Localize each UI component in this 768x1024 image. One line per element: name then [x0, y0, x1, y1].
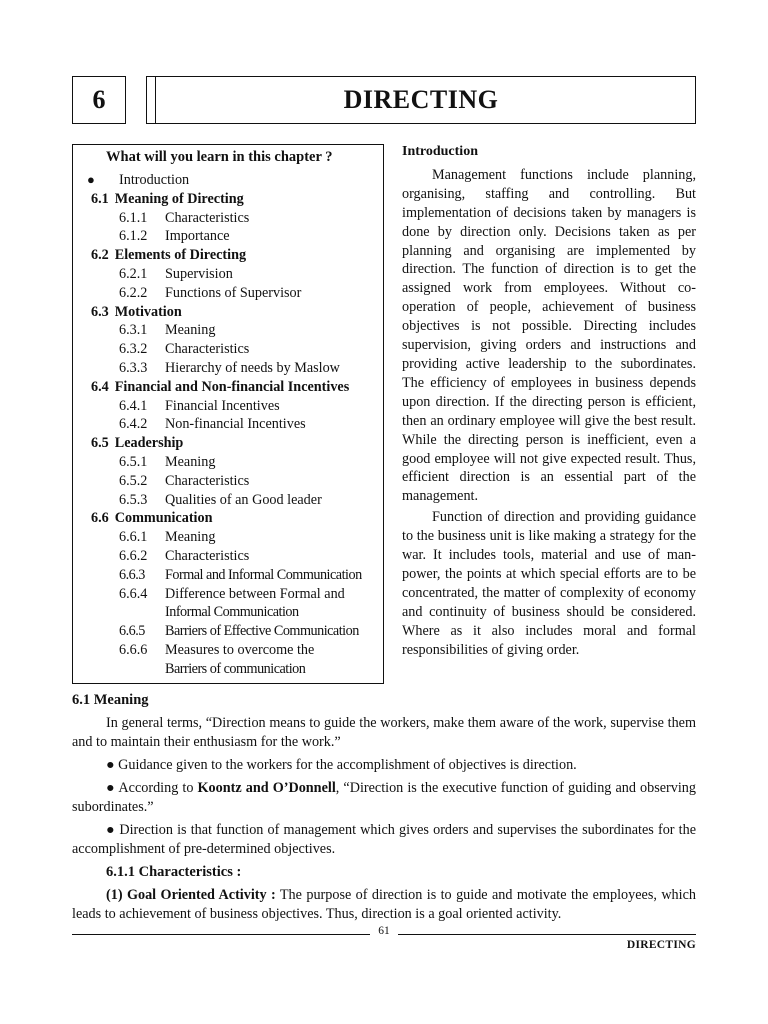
meaning-bullet-2: ● According to Koontz and O’Donnell, “Direction is the executive function of guiding and observing subordinates.”: [72, 780, 696, 815]
meaning-section: [72, 691, 696, 928]
contents-item: [119, 472, 249, 490]
contents-item-number: 6.3.2: [119, 341, 148, 358]
introduction-paragraph-2: Function of direction and providing guidance to the business unit is like making a strategy for the war. It includes tools, material and use of man-power, the points at which special efforts are to be concentrated, the matter of complexity of economy and continuity of business should be considered. Where as it also includes moral and formal responsibilities of giving order.: [402, 509, 696, 658]
chapter-contents-box: [72, 144, 384, 684]
contents-item-number: 6.4.1: [119, 397, 148, 414]
introduction-section: [402, 143, 696, 659]
introduction-paragraph-1: Management functions include planning, organising, staffing and controlling. But implementation of decisions taken by managers is done by direction only. Decisions taken as per planning and organising are implemented by direction. The function of direction is to get the assigned work from employees. Without co-operation of people, achievement of business objectives is not possible. Directing includes supervision, giving orders and instructions and providing active leadership to the subordinates. The efficiency of employees in business depends upon direction. If the directing person is efficient, then an ordinary employee will give the best result. While the directing person is inefficient, even a good employee will not give expected result. Thus, efficient direction is an essential part of the management.: [402, 166, 696, 505]
contents-item: [119, 491, 322, 509]
contents-item: [119, 227, 230, 245]
meaning-bullet-2-pre: According to: [118, 780, 198, 796]
meaning-heading: 6.1 Meaning: [72, 692, 149, 708]
contents-item: [119, 397, 280, 415]
contents-item-label: Communication: [114, 510, 213, 527]
meaning-bullet-1: ● Guidance given to the workers for the accomplishment of objectives is direction.: [106, 757, 577, 773]
contents-item: [119, 566, 362, 584]
goal-oriented-label: (1) Goal Oriented Activity :: [106, 887, 276, 903]
contents-item: [119, 265, 233, 283]
contents-item: [165, 603, 299, 621]
meaning-paragraph: In general terms, “Direction means to guide the workers, make them aware of the work, supervise them and to maintain their enthusiasm for the work.”: [72, 715, 696, 750]
contents-item-number: 6.3.3: [119, 360, 148, 376]
contents-item: [119, 284, 301, 302]
contents-item-number: 6.6.1: [119, 529, 148, 546]
contents-item-number: 6.6: [91, 510, 109, 527]
contents-item-label: Importance: [165, 228, 230, 245]
contents-item-number: 6.3: [91, 303, 109, 320]
characteristics-heading: 6.1.1 Characteristics :: [106, 864, 242, 880]
meaning-bullet-2-authors: Koontz and O’Donnell: [197, 780, 336, 796]
contents-item-number: 6.6.5: [119, 623, 145, 640]
contents-item-number: 6.6.3: [119, 566, 145, 583]
contents-item: [119, 528, 215, 546]
contents-item-number: 6.1: [91, 190, 109, 207]
contents-item: [119, 585, 345, 603]
contents-item-label: Financial Incentives: [165, 397, 280, 414]
contents-item-number: 6.5.3: [119, 491, 148, 508]
contents-item-label: Meaning: [165, 454, 216, 470]
meaning-bullet-3-text: Direction is that function of management which gives orders and supervises the subordinates for the accomplishment of pre-determined objectives.: [72, 822, 696, 857]
contents-item-label: Formal and Informal Communication: [165, 566, 362, 583]
contents-item-label: Measures to overcome the: [165, 642, 315, 658]
contents-item: [119, 641, 314, 659]
footer-title: DIRECTING: [626, 939, 696, 951]
contents-item-label: Characteristics: [165, 209, 250, 226]
contents-item-label: Qualities of an Good leader: [165, 491, 322, 508]
meaning-bullet-2-post: , “Direction is the executive function of guiding and observing subordinates.”: [72, 780, 696, 815]
contents-item-label: Meaning: [165, 529, 216, 546]
contents-item-label: Supervision: [165, 266, 233, 282]
contents-item: [91, 378, 349, 396]
contents-item-number: 6.1.1: [119, 209, 148, 226]
contents-item: [119, 547, 249, 565]
contents-item-number: 6.1.2: [119, 228, 148, 245]
contents-item: [119, 453, 215, 471]
contents-item-label: Introduction: [119, 172, 190, 188]
contents-item-number: 6.2.2: [119, 284, 148, 301]
page-number: 61: [370, 925, 398, 937]
contents-item-number: 6.2.1: [119, 266, 148, 282]
contents-item-label: Financial and Non-financial Incentives: [114, 378, 350, 395]
introduction-heading: Introduction: [402, 144, 478, 159]
contents-item-label: Barriers of communication: [165, 660, 306, 677]
contents-item: [91, 434, 183, 452]
contents-item: [91, 190, 244, 208]
contents-item-number: 6.5.1: [119, 454, 148, 470]
contents-item: [119, 415, 306, 433]
chapter-number: 6: [72, 76, 126, 124]
contents-item-label: Elements of Directing: [114, 247, 247, 264]
contents-item-label: Meaning: [165, 322, 216, 339]
contents-item: [165, 660, 305, 678]
contents-item: [119, 321, 215, 339]
contents-item-number: 6.4: [91, 378, 109, 395]
contents-item-number: 6.3.1: [119, 322, 148, 339]
contents-item-label: Motivation: [114, 303, 182, 320]
contents-item-label: Barriers of Effective Communication: [165, 623, 359, 640]
goal-oriented-paragraph: [72, 886, 696, 924]
contents-item-number: 6.6.2: [119, 548, 148, 564]
contents-item-number: ●: [87, 172, 95, 187]
contents-item-number: 6.5.2: [119, 472, 148, 489]
contents-item: [119, 209, 249, 227]
contents-item-number: 6.6.4: [119, 585, 148, 602]
contents-item-label: Difference between Formal and: [165, 585, 345, 602]
contents-item: [91, 303, 182, 321]
contents-item: [87, 171, 189, 189]
contents-item-number: 6.5: [91, 435, 109, 452]
contents-item: [119, 340, 249, 358]
meaning-bullet-3: ● Direction is that function of management which gives orders and supervises the subordinates for the accomplishment of pre-determined objectives.: [72, 822, 696, 857]
contents-item-label: Meaning of Directing: [114, 190, 244, 207]
goal-oriented-text: The purpose of direction is to guide and motivate the employees, which leads to achievement of business objectives. Thus, direction is a goal oriented activity.: [72, 887, 696, 922]
contents-item-label: Characteristics: [165, 341, 250, 358]
contents-item-label: Informal Communication: [165, 604, 299, 621]
contents-item-label: Functions of Supervisor: [165, 284, 302, 301]
chapter-title: DIRECTING: [146, 76, 696, 124]
contents-item: [119, 622, 359, 640]
meaning-bullet-1-text: Guidance given to the workers for the accomplishment of objectives is direction.: [118, 757, 577, 773]
contents-item-number: 6.4.2: [119, 416, 148, 433]
contents-item-label: Non-financial Incentives: [165, 416, 306, 433]
contents-heading: What will you learn in this chapter ?: [106, 149, 333, 165]
contents-item-label: Characteristics: [165, 472, 250, 489]
contents-item-label: Characteristics: [165, 548, 250, 564]
contents-item: [91, 509, 212, 527]
contents-item: [91, 246, 246, 264]
contents-item-label: Hierarchy of needs by Maslow: [165, 360, 340, 376]
contents-item-label: Leadership: [114, 435, 184, 452]
contents-item-number: 6.6.6: [119, 642, 148, 658]
contents-item-number: 6.2: [91, 247, 109, 264]
contents-item: [119, 359, 340, 377]
